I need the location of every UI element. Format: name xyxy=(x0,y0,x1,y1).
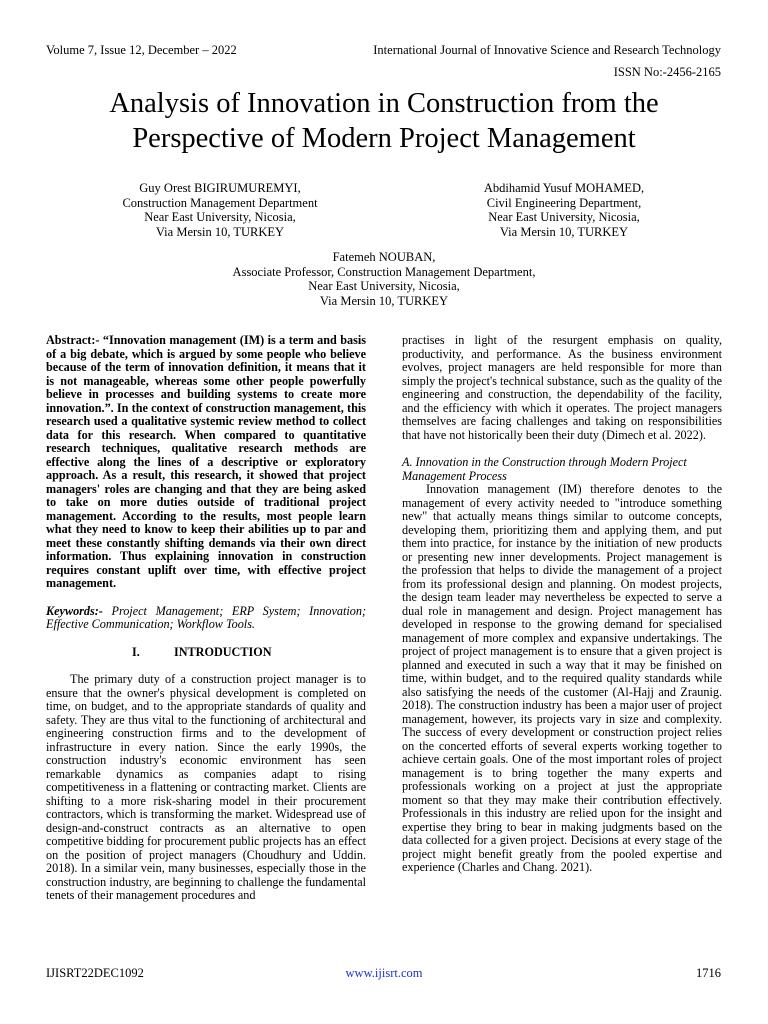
section-number: I. xyxy=(132,644,140,659)
author-department: Construction Management Department xyxy=(122,195,318,210)
author-university: Near East University, Nicosia, xyxy=(144,210,296,224)
title-line-1: Analysis of Innovation in Construction from the xyxy=(109,88,659,119)
intro-paragraph: The primary duty of a construction project manager is to ensure that the owner's physical development is completed on time, on budget, and to the appropriate standards of quality and safety. They are thus vital to the functioning of architectural and engineering construction firms and to the development of infrastructure in every nation. Since the early 1990s, the construction industry's economic environment has seen remarkable dynamics as companies adapt to rising competitiveness in a flattening or contracting market. Clients are shifting to a more risk-sharing model in their procurement contractors, which is transforming the market. Widespread use of design-and-construct contracts as an alternative to open competitive bidding for procurement public projects has an effect on the position of project managers (Choudhury and Uddin. 2018). In a similar vein, many businesses, especially those in the construction industry, are beginning to challenge the fundamental tenets of their management procedures and xyxy=(46,672,366,902)
author-block-2 xyxy=(414,181,714,239)
paper-title xyxy=(40,86,728,156)
running-header-volume: Volume 7, Issue 12, December – 2022 xyxy=(46,43,237,57)
title-line-2: Perspective of Modern Project Management xyxy=(132,123,636,154)
keywords-list: Project Management; ERP System; Innovation; Effective Communication; Workflow Tools. xyxy=(46,603,367,631)
running-header-journal: International Journal of Innovative Science and Research Technology xyxy=(373,43,721,57)
author-address: Via Mersin 10, TURKEY xyxy=(155,224,285,239)
author-university: Near East University, Nicosia, xyxy=(308,279,460,293)
subsection-heading-a: A. Innovation in the Construction through Modern Project Management Process xyxy=(402,455,687,483)
issn-label: ISSN No:-2456-2165 xyxy=(613,65,721,79)
subsection-a-paragraph: Innovation management (IM) therefore denotes to the management of every activity needed to "introduce something new" that actually means things similar to outcome concepts, developing them, prioritizing them and applying them, and put them into practice, for instance by the initiation of new products or presenting new inner developments. Project management is the profession that helps to divide the management of a project from its professional design and planning. On modest projects, the design team leader may nevertheless be expected to serve a dual role in management and design. Project management has developed in response to the growing demand for specialised management of more complex and expansive undertakings. The project of project management is to ensure that a given project is planned and executed in such a way that it may be finished on time, within budget, and to the required quality standards while also satisfying the needs of the customer (Al-Hajj and Zraunig. 2018). The construction industry has been a major user of project management, however, its projects vary in size and complexity. The success of every development or construction project relies on the concerted efforts of several experts working together to achieve certain goals. One of the most important roles of project management is to bring together the many experts and professionals working on a project at just the appropriate moment so that they may make their contribution effectively. Professionals in this industry are relied upon for the insight and expertise they bring to bear in making judgments based on the data collected for a given project. Decisions at every stage of the project might benefit greatly from the pooled expertise and experience (Charles and Chang. 2021). xyxy=(402,482,722,874)
intro-paragraph-continued: practises in light of the resurgent emphasis on quality, productivity, and performance. As the business environment evolves, project managers are held responsible for more than simply the project's technical substance, such as the quality of the engineering and construction, the dependability of the facility, and the efficiency with which it operates. The project managers themselves are facing challenges and taking on responsibilities that have not historically been their duty (Dimech et al. 2022). xyxy=(402,333,722,442)
author-name: Guy Orest BIGIRUMUREMYI, xyxy=(139,181,301,195)
author-name: Fatemeh NOUBAN, xyxy=(332,250,436,264)
keywords xyxy=(46,605,366,632)
section-heading-introduction xyxy=(46,646,366,660)
author-address: Via Mersin 10, TURKEY xyxy=(319,293,449,308)
footer-paper-id: IJISRT22DEC1092 xyxy=(46,966,144,980)
author-block-3 xyxy=(184,250,584,308)
author-name: Abdihamid Yusuf MOHAMED, xyxy=(483,181,645,195)
author-address: Via Mersin 10, TURKEY xyxy=(499,224,629,239)
section-title: INTRODUCTION xyxy=(174,644,272,659)
footer-website-link[interactable]: www.ijisrt.com xyxy=(345,966,423,980)
page-number: 1716 xyxy=(696,966,721,980)
keywords-label: Keywords:- xyxy=(46,603,103,618)
abstract-text: Abstract:- “Innovation management (IM) is a term and basis of a big debate, which is argued by some people who believe because of the term of innovation definition, it means that it is not manageable, whereas some other people powerfully believe in processes and building systems to create more innovation.”. In the context of construction management, this research used a qualitative systemic review method to collect data for this research. When compared to quantitative research techniques, qualitative research methods are effective along the lines of a descriptive or exploratory approach. As a result, this research, it showed that project managers' roles are changing and that they are being asked to take on more duties outside of traditional project management. According to the results, most people learn what they need to know to keep their abilities up to par and meet these constantly shifting demands via their own direct information. Thus explaining innovation in construction requires constant uplift over time, with effective project management. xyxy=(46,333,366,590)
author-department: Associate Professor, Construction Management Department, xyxy=(232,264,536,279)
author-block-1 xyxy=(70,181,370,239)
author-university: Near East University, Nicosia, xyxy=(488,210,640,224)
left-column xyxy=(46,334,366,903)
author-department: Civil Engineering Department, xyxy=(486,195,642,210)
right-column xyxy=(402,334,722,875)
